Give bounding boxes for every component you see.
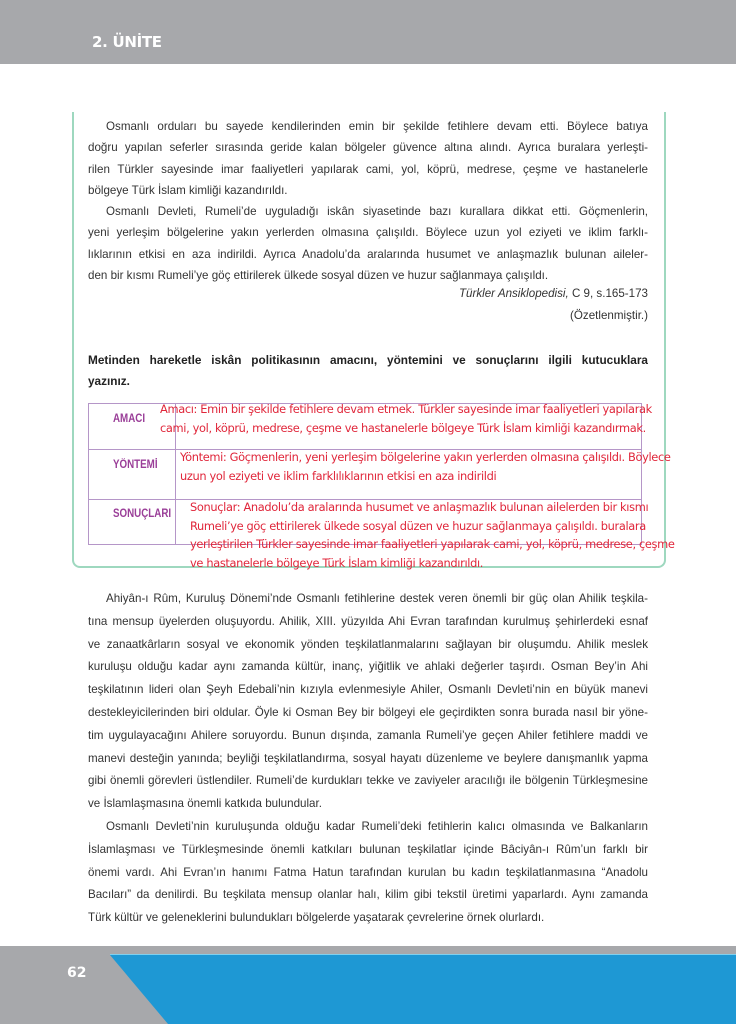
answer-line: yerleştirilen Türkler sayesinde imar faaliyetleri yapılarak cami, yol, köprü, medrese, çeşme (190, 537, 675, 551)
text-line: ve zanaatkârların sosyal ve ekonomik yönden teşkilatlanmalarını sağlayan bir oluşumdu. Ahilik meslek (88, 637, 648, 651)
text-line: Osmanlı orduları bu sayede kendilerinden emin bir şekilde fetihlere devam etti. Böylece batıya (106, 120, 648, 133)
answer-amaci[interactable] (160, 400, 652, 437)
text-line: yeni yerleşim bölgelerine yakın yerlerden olmasına çalışıldı. Böylece uzun yol eziyeti ve iklim farklı- (88, 226, 648, 240)
text-line: manevi desteğin yanında; beyliği teşkilatlandırma, sosyal hayatı düzenleme ve beylere danışmanlık yapma (88, 751, 648, 765)
answer-line: ve hastanelerle bölgeye Türk İslam kimliği kazandırıldı. (190, 555, 484, 570)
text-line: doğru yapılan seferler sırasında geride kalan bölgeler güvence altına alındı. Ayrıca buralara yerleşti- (88, 141, 648, 155)
answer-line: Amacı: Emin bir şekilde fetihlere devam etmek. Türkler sayesinde imar faaliyetleri yapılarak (160, 402, 652, 416)
reading-text (88, 116, 648, 286)
label-sonuclari: SONUÇLARI (113, 508, 172, 520)
answer-line: Yöntemi: Göçmenlerin, yeni yerleşim bölgelerine yakın yerlerden olmasına çalışıldı. Böylece (180, 450, 671, 464)
text-line: Osmanlı Devleti, Rumeli’de uyguladığı iskân siyasetinde bazı kurallara dikkat etti. Göçmenlerin, (106, 205, 648, 219)
source-citation (459, 287, 648, 300)
text-line: den bir kısmı Rumeli’ye göç ettirilerek ülkede sosyal düzen ve huzur sağlanmaya çalışıldı. (88, 269, 549, 283)
answer-yontemi[interactable] (180, 448, 671, 485)
source-note: (Özetlenmiştir.) (570, 309, 648, 322)
text-line: lıklarının etkisi en aza indirildi. Ayrıca Anadolu’da aralarında husumet ve anlaşmazlık bulunan aileler- (88, 247, 648, 261)
label-amaci: AMACI (113, 413, 146, 425)
text-line: Ahiyân-ı Rûm, Kuruluş Dönemi’nde Osmanlı fetihlerine destek veren önemli bir güç olan Ahilik teşkila- (106, 592, 648, 605)
text-line: tına mensup üyelerden oluşuyordu. Ahilik, XIII. yüzyılda Ahi Evran tarafından kurulmuş şehirlerdeki esnaf (88, 614, 648, 628)
text-line: İslamlaşması ve Türkleşmesinde önemli katkıları bulunan teşkilatlar içinde Bâciyân-ı Rûm’un farklı bir (88, 842, 648, 856)
answer-line: cami, yol, köprü, medrese, çeşme ve hastanelerle bölgeye Türk İslam kimliği kazandırmak. (160, 420, 646, 435)
question-prompt (88, 350, 648, 392)
source-title: Türkler Ansiklopedisi, (458, 287, 569, 300)
source-detail: C 9, s.165-173 (568, 287, 648, 300)
text-line: Osmanlı Devleti’nin kuruluşunda olduğu kadar Rumeli’deki fetihlerin kalıcı olmasında ve Balkanların (106, 819, 648, 833)
answer-line: Sonuçlar: Anadolu’da aralarında husumet ve anlaşmazlık bulunan ailelerden bir kısmı (190, 500, 649, 514)
text-line: bölgeye Türk İslam kimliği kazandırıldı. (88, 183, 288, 197)
text-line: tim uygulayacağını Ahilere soruyordu. Bunun dışında, zamanla Rumeli’ye geçen Ahiler fetihlere maddi ve (88, 728, 648, 742)
text-line: Bacıları” da denilirdi. Bu teşkilata mensup olanlar halı, kilim gibi tekstil üretimi yaparlardı. Aynı zamanda (88, 888, 648, 902)
text-line: destekleyicilerinden biri oldular. Öyle ki Osman Bey bir bölgeyi ele geçirdikten sonra burada nasıl bir yöne- (88, 705, 648, 719)
text-line: gibi önemli görevleri üstlendiler. Rumeli’de kurdukları tekke ve zaviyeler aracılığı ile bölgenin Türkleşmesine (88, 774, 648, 788)
answer-sonuclari[interactable] (190, 498, 675, 572)
page-number: 62 (67, 965, 87, 981)
text-line: teşkilatının lideri olan Şeyh Edebali’nin kızıyla evlenmesiyle Ahiler, Osmanlı Devleti’nin en büyük manevi (88, 683, 648, 697)
footer-accent-line (110, 954, 736, 955)
body-text (88, 588, 648, 930)
question-line: yazınız. (88, 374, 130, 388)
answer-line: uzun yol eziyeti ve iklim farklılıklarının etkisi en aza indirildi (180, 468, 497, 483)
text-line: ve İslamlaşmasına önemli katkıda bulundular. (88, 797, 322, 811)
text-line: kuruluşu olduğu kadar aynı zamanda kültür, inanç, yiğitlik ve ahlaki değerler taşırdı. Osman Bey’in Ahi (88, 660, 648, 674)
answer-line: Rumeli’ye göç ettirilerek ülkede sosyal düzen ve huzur sağlanmaya çalışıldı. buralara (190, 518, 646, 533)
question-line: Metinden hareketle iskân politikasının amacını, yöntemini ve sonuçlarını ilgili kutucuklara (88, 353, 648, 367)
text-line: önemi vardı. Ahi Evran’ın hanımı Fatma Hatun tarafından kurulan bu kadın teşkilatlanmasına “Anadolu (88, 865, 648, 879)
text-line: Türk kültür ve geleneklerini bulundukları bölgelerde yaşatarak çevrelerine örnek olurlardı. (88, 911, 545, 925)
label-yontemi: YÖNTEMİ (113, 459, 158, 471)
unit-header (0, 0, 736, 64)
text-line: rilen Türkler sayesinde imar faaliyetleri yapılarak cami, yol, köprü, medrese, çeşme ve hastanelerle (88, 162, 648, 176)
unit-title: 2. ÜNİTE (92, 33, 162, 51)
